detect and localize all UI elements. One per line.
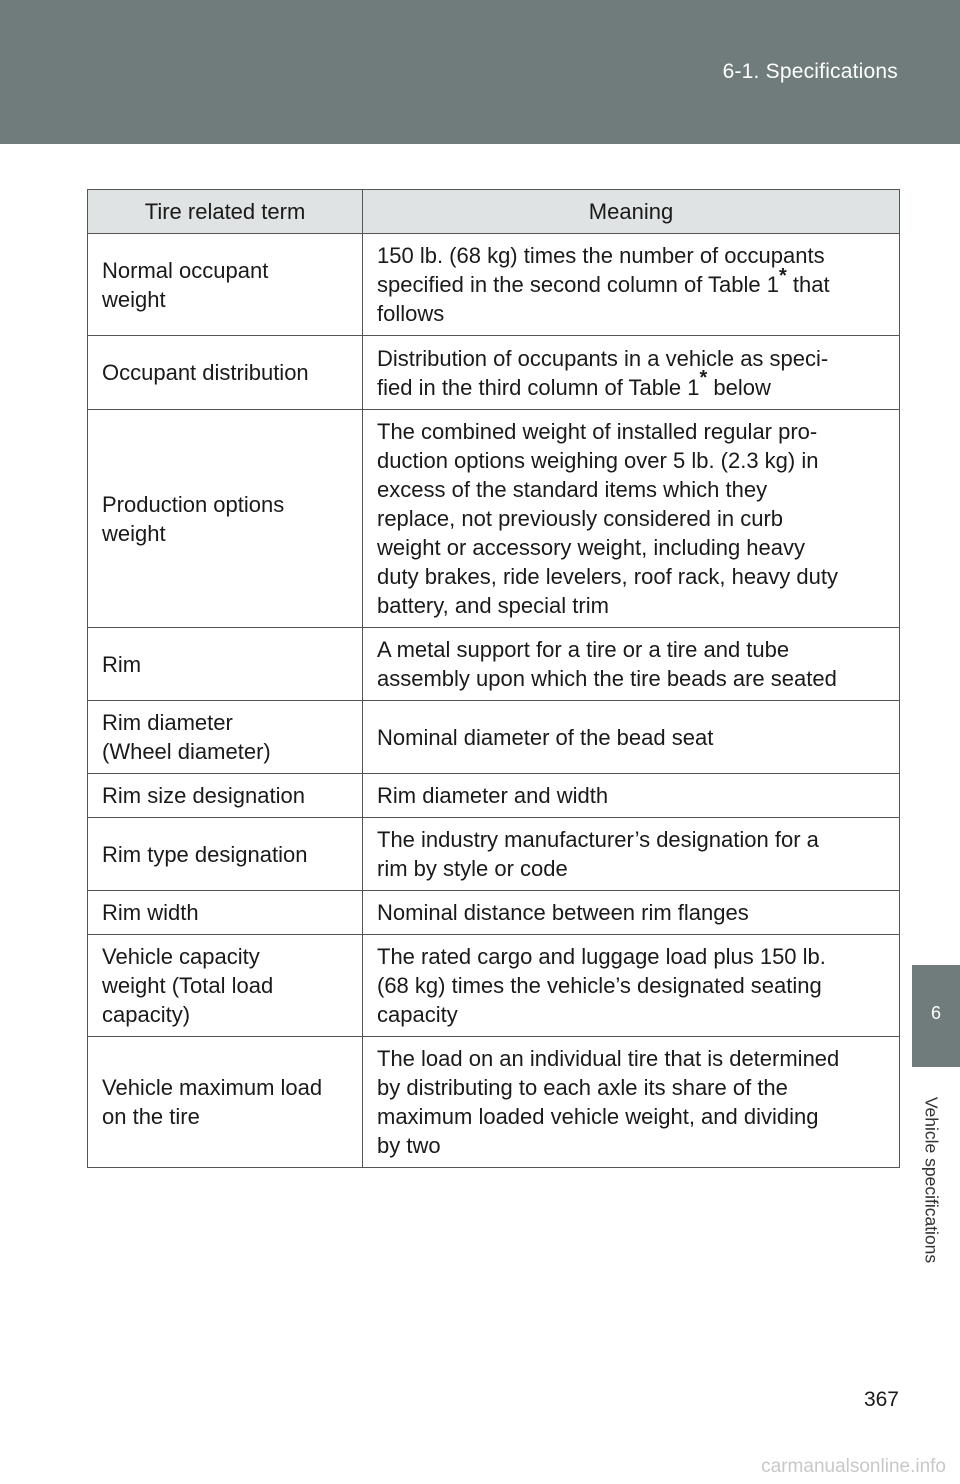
- table-row: [88, 628, 900, 701]
- term-cell: [88, 336, 363, 410]
- term-text: Rim diameter (Wheel diameter): [102, 710, 271, 764]
- chapter-number: 6: [930, 1003, 941, 1023]
- meaning-cell: [363, 410, 900, 628]
- term-cell: [88, 410, 363, 628]
- page-number: 367: [863, 1388, 899, 1411]
- meaning-text: [377, 241, 889, 328]
- term-cell: [88, 234, 363, 336]
- meaning-text-pre: 150 lb. (68 kg) times the number of occupants specified in the second column of Table 1: [377, 243, 825, 297]
- term-cell: [88, 818, 363, 891]
- table-row: [88, 818, 900, 891]
- term-cell: [88, 701, 363, 774]
- table-row: [88, 336, 900, 410]
- meaning-text: Nominal distance between rim flanges: [377, 900, 749, 925]
- meaning-text: The combined weight of installed regular pro- duction options weighing over 5 lb. (2.3 kg) in excess of the standard items which they replace, not previously considered in curb weight or accessory weight, including heavy duty brakes, ride levelers, roof rack, heavy duty battery, and special trim: [377, 419, 838, 618]
- meaning-cell: [363, 1037, 900, 1168]
- term-text: Occupant distribution: [102, 360, 309, 385]
- term-text: Rim size designation: [102, 783, 305, 808]
- table-header-row: [88, 190, 900, 234]
- meaning-text-pre: Distribution of occupants in a vehicle as speci- fied in the third column of Table 1: [377, 345, 829, 400]
- meaning-cell: [363, 891, 900, 935]
- table-row: [88, 935, 900, 1037]
- meaning-text: A metal support for a tire or a tire and tube assembly upon which the tire beads are seated: [377, 637, 837, 691]
- header-band: [0, 0, 960, 144]
- asterisk-marker: *: [699, 367, 708, 390]
- term-cell: [88, 935, 363, 1037]
- meaning-cell: [363, 774, 900, 818]
- meaning-cell: [363, 701, 900, 774]
- tire-terms-table: [87, 189, 900, 1168]
- column-header-meaning: Meaning: [363, 190, 900, 234]
- term-text: Rim width: [102, 900, 199, 925]
- term-text: Production options weight: [102, 491, 285, 546]
- term-text: Rim type designation: [102, 841, 308, 867]
- meaning-cell: [363, 234, 900, 336]
- meaning-cell: [363, 628, 900, 701]
- chapter-tab: [912, 965, 960, 1067]
- table-row: [88, 410, 900, 628]
- meaning-text: Nominal diameter of the bead seat: [377, 724, 714, 750]
- meaning-cell: [363, 935, 900, 1037]
- term-cell: [88, 891, 363, 935]
- term-text: Normal occupant weight: [102, 257, 269, 312]
- meaning-text: [377, 344, 889, 402]
- table-row: [88, 891, 900, 935]
- meaning-cell: [363, 818, 900, 891]
- meaning-text: The industry manufacturer’s designation for a rim by style or code: [377, 827, 819, 881]
- asterisk-marker: *: [778, 264, 787, 287]
- term-cell: [88, 628, 363, 701]
- meaning-text: Rim diameter and width: [377, 783, 609, 808]
- meaning-text: The load on an individual tire that is determined by distributing to each axle its share of the maximum loaded vehicle weight, and dividing by two: [377, 1046, 840, 1158]
- term-cell: [88, 1037, 363, 1168]
- meaning-cell: [363, 336, 900, 410]
- table-row: [88, 774, 900, 818]
- table-row: [88, 1037, 900, 1168]
- watermark: carmanualsonline.info: [761, 1456, 946, 1477]
- term-text: Rim: [102, 651, 142, 677]
- term-cell: [88, 774, 363, 818]
- term-text: Vehicle capacity weight (Total load capacity): [102, 944, 274, 1027]
- table-row: [88, 234, 900, 336]
- meaning-text-post: that follows: [377, 272, 830, 326]
- chapter-label: Vehicle specifications: [921, 1096, 942, 1264]
- meaning-text-post: below: [707, 374, 771, 400]
- table-row: [88, 701, 900, 774]
- term-text: Vehicle maximum load on the tire: [102, 1075, 323, 1129]
- section-title: 6-1. Specifications: [722, 60, 898, 83]
- column-header-term: Tire related term: [88, 190, 363, 234]
- meaning-text: The rated cargo and luggage load plus 150 lb. (68 kg) times the vehicle’s designated seating capacity: [377, 944, 826, 1027]
